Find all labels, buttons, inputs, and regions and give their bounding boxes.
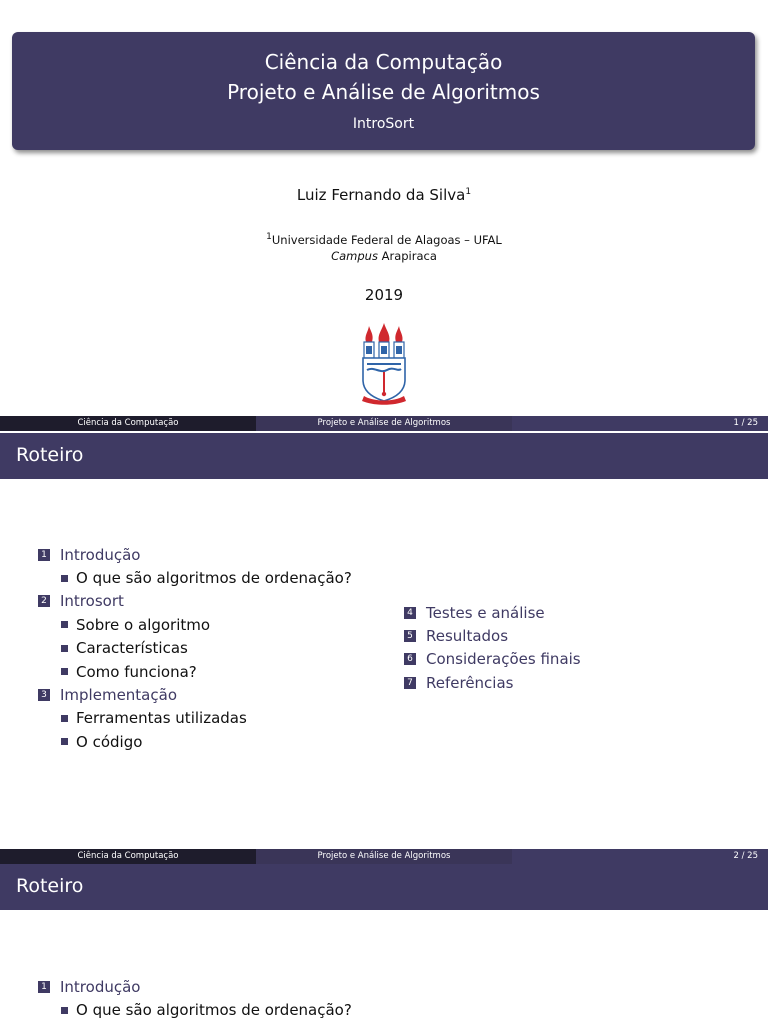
institution-mark: 1 (266, 232, 272, 242)
toc-subsection[interactable] (38, 660, 352, 683)
subsection-label: Ferramentas utilizadas (76, 709, 247, 728)
course-title: Ciência da Computação (264, 50, 503, 74)
campus-label: Campus (331, 248, 378, 263)
outline-slide (0, 433, 768, 849)
section-number: 2 (38, 595, 50, 607)
square-bullet-icon (61, 575, 68, 582)
section-number: 4 (404, 607, 416, 619)
toc-section[interactable] (404, 601, 581, 624)
toc-left-column (38, 543, 352, 754)
section-label: Introdução (60, 977, 141, 996)
campus-name: Arapiraca (377, 248, 437, 263)
subsection-label: Características (76, 639, 188, 658)
outline-slide-partial (0, 864, 768, 1024)
section-label: Introdução (60, 545, 141, 564)
frame-title: Roteiro (16, 444, 84, 466)
presentation-title: Projeto e Análise de Algoritmos (227, 80, 540, 104)
frame-title: Roteiro (16, 875, 84, 897)
footer-bar (0, 849, 768, 864)
footer-center: Projeto e Análise de Algoritmos (317, 851, 451, 861)
section-label: Introsort (60, 592, 124, 611)
subsection-label: Como funciona? (76, 662, 197, 681)
square-bullet-icon (61, 668, 68, 675)
frame-title-bar (0, 864, 768, 910)
toc-section[interactable] (404, 624, 581, 647)
footer-center: Projeto e Análise de Algoritmos (317, 418, 451, 428)
toc-subsection[interactable] (38, 707, 352, 730)
square-bullet-icon (61, 738, 68, 745)
toc-subsection[interactable] (38, 730, 352, 753)
footer-bar (0, 416, 768, 431)
toc-section[interactable] (38, 683, 352, 706)
toc-left-column (38, 975, 352, 1022)
toc-section[interactable] (404, 648, 581, 671)
toc-subsection[interactable] (38, 566, 352, 589)
section-number: 1 (38, 981, 50, 993)
toc-section[interactable] (38, 590, 352, 613)
footer-left: Ciência da Computação (77, 418, 179, 428)
university-crest-logo (360, 322, 408, 406)
section-label: Testes e análise (426, 603, 545, 622)
subsection-label: O código (76, 732, 143, 751)
toc-section[interactable] (38, 975, 352, 998)
section-number: 7 (404, 677, 416, 689)
author-name: Luiz Fernando da Silva (296, 186, 466, 204)
subsection-label: O que são algoritmos de ordenação? (76, 1001, 352, 1020)
title-slide (0, 0, 768, 416)
subsection-label: O que são algoritmos de ordenação? (76, 569, 352, 588)
section-label: Resultados (426, 627, 509, 646)
section-number: 1 (38, 549, 50, 561)
toc-section[interactable] (38, 543, 352, 566)
year: 2019 (364, 286, 404, 304)
section-number: 3 (38, 689, 50, 701)
section-number: 5 (404, 630, 416, 642)
toc-subsection[interactable] (38, 998, 352, 1021)
institution-name: Universidade Federal de Alagoas – UFAL (271, 232, 502, 247)
section-label: Implementação (60, 686, 177, 705)
footer-left: Ciência da Computação (77, 851, 179, 861)
footer-page-number: 2 / 25 (733, 851, 758, 861)
square-bullet-icon (61, 1007, 68, 1014)
section-label: Considerações finais (426, 650, 581, 669)
institution-block (0, 229, 768, 264)
footer-page-number: 1 / 25 (733, 418, 758, 428)
toc-section[interactable] (404, 671, 581, 694)
author (0, 186, 768, 204)
toc-subsection[interactable] (38, 637, 352, 660)
author-affiliation-mark: 1 (465, 187, 472, 197)
title-block (12, 32, 755, 150)
subsection-label: Sobre o algoritmo (76, 615, 211, 634)
toc-subsection[interactable] (38, 613, 352, 636)
toc-right-column (404, 601, 581, 695)
presentation-subtitle: IntroSort (352, 116, 415, 132)
square-bullet-icon (61, 621, 68, 628)
section-number: 6 (404, 653, 416, 665)
square-bullet-icon (61, 645, 68, 652)
square-bullet-icon (61, 715, 68, 722)
section-label: Referências (426, 673, 514, 692)
frame-title-bar (0, 433, 768, 479)
